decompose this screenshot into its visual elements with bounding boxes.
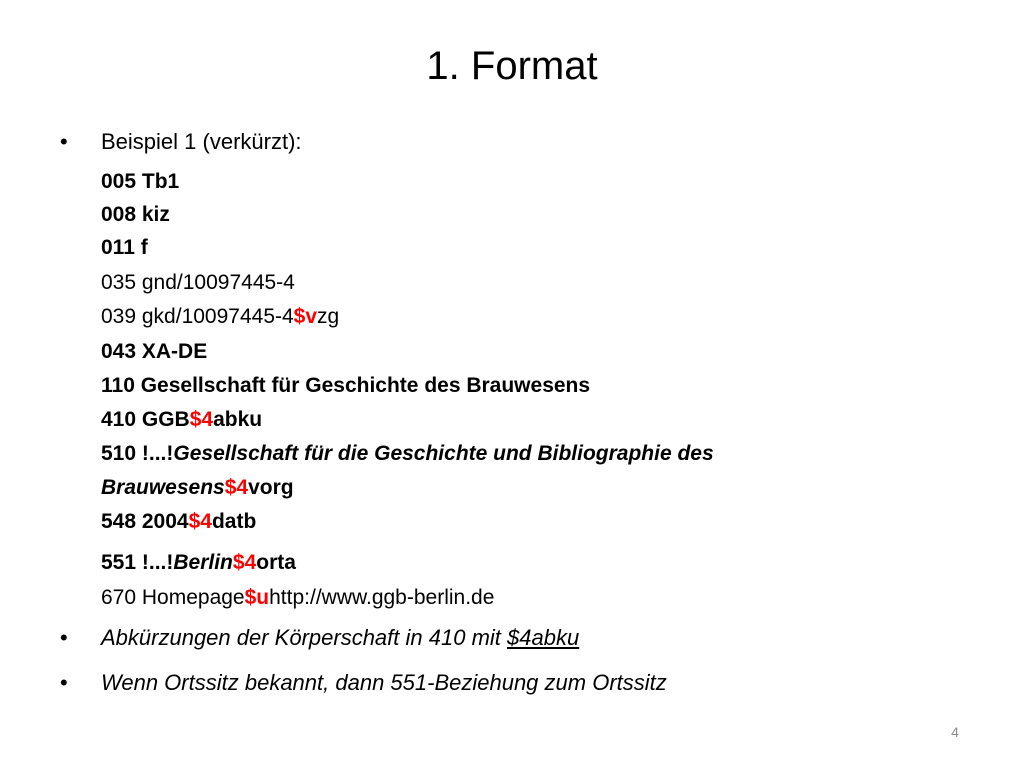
bullet-location-note: Wenn Ortssitz bekannt, dann 551-Beziehung zum Ortssitz [101, 670, 667, 695]
bullet-text: Abkürzungen der Körperschaft in 410 mit [101, 625, 508, 650]
record-italic-text: Gesellschaft für die Geschichte und Bibliographie des [173, 442, 714, 465]
page-number: 4 [951, 724, 959, 740]
record-text: zg [317, 305, 340, 328]
record-line-039 [101, 301, 339, 333]
record-line-410 [101, 404, 262, 436]
record-line-035: 035 gnd/10097445-4 [101, 271, 295, 294]
subfield-example: $4abku [507, 625, 580, 650]
bullet-abbreviation-note [101, 624, 579, 652]
record-text: 551 !...! [101, 551, 174, 574]
record-line-510 [101, 438, 714, 470]
subfield-code: $u [244, 586, 270, 609]
record-text: vorg [248, 476, 294, 499]
record-line-043: 043 XA-DE [101, 340, 208, 363]
record-text: http://www.ggb-berlin.de [269, 586, 495, 609]
record-italic-text: Brauwesens [101, 476, 225, 499]
subfield-code: $4 [232, 551, 257, 574]
record-italic-text: Berlin [173, 551, 233, 574]
record-text: 039 gkd/10097445-4 [101, 305, 294, 328]
record-line-008: 008 kiz [101, 203, 170, 226]
record-line-551 [101, 547, 296, 579]
subfield-code: $4 [188, 510, 212, 533]
bullet-example-label: Beispiel 1 (verkürzt): [101, 129, 302, 154]
record-line-670 [101, 582, 494, 614]
record-text: 670 Homepage [101, 586, 245, 609]
subfield-code: $4 [224, 476, 249, 499]
record-line-005: 005 Tb1 [101, 170, 180, 193]
subfield-code: $4 [189, 408, 214, 431]
record-text: 548 2004 [101, 510, 189, 533]
subfield-code: $v [293, 305, 318, 328]
bullet-marker: • [60, 670, 68, 695]
record-line-011: 011 f [101, 236, 148, 259]
record-text: 510 !...! [101, 442, 174, 465]
bullet-marker: • [60, 129, 68, 154]
record-line-510-cont [101, 472, 294, 504]
record-line-110: 110 Gesellschaft für Geschichte des Brauwesens [101, 374, 591, 397]
record-text: abku [213, 408, 263, 431]
record-text: datb [211, 510, 257, 533]
slide-title: 1. Format [426, 44, 598, 88]
bullet-marker: • [60, 625, 68, 650]
record-text: orta [256, 551, 296, 574]
record-text: 410 GGB [101, 408, 190, 431]
record-line-548 [101, 506, 256, 538]
